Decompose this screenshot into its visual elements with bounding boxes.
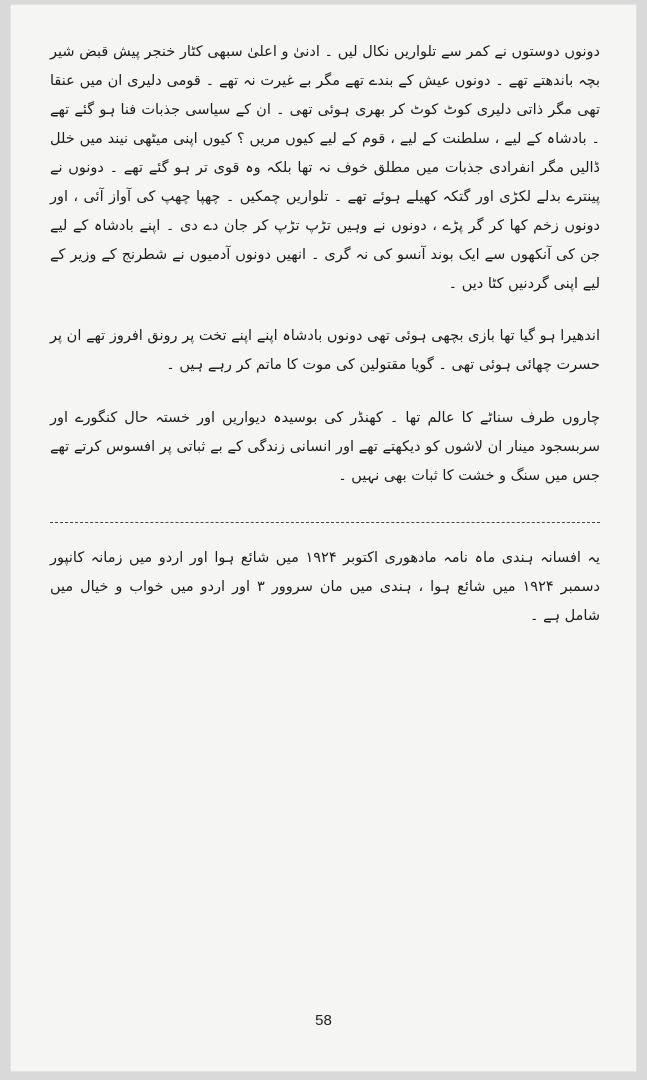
paragraph-ruins: چاروں طرف سناٹے کا عالم تھا ۔ کھنڈر کی بوسیدہ دیواریں اور خستہ حال کنگورے اور سربسجود مینار ان لاشوں کو دیکھتے تھے اور انسانی زندگی کے بے ثباتی پر افسوس کرتے تھے جس میں سنگ و خشت کا ثبات بھی نہیں ۔ [50, 410, 600, 484]
book-page [10, 4, 637, 1072]
page-number: 58 [315, 1012, 332, 1029]
paragraph-darkness: اندھیرا ہو گیا تھا بازی بچھی ہوئی تھی دونوں بادشاہ اپنے اپنے تخت پر رونق افروز تھے ان پر حسرت چھائی ہوئی تھی ۔ گویا مقتولین کی موت کا ماتم کر رہے ہیں ۔ [50, 328, 600, 373]
footnote-divider [50, 522, 600, 523]
footnote: یہ افسانہ ہندی ماہ نامہ مادھوری اکتوبر ۱۹۲۴ میں شائع ہوا اور اردو میں زمانہ کانپور دسمبر ۱۹۲۴ میں شائع ہوا ، ہندی میں مان سروور ۳ اور اردو میں خواب و خیال میں شامل ہے ۔ [50, 550, 600, 624]
paragraph-duel: دونوں دوستوں نے کمر سے تلواریں نکال لیں ۔ ادنیٰ و اعلیٰ سبھی کٹار خنجر پیش قبض شیر بچہ باندھتے تھے ۔ دونوں عیش کے بندے تھے مگر بے غیرت نہ تھے ۔ قومی دلیری ان میں عنقا تھی مگر ذاتی دلیری کوٹ کوٹ کر بھری ہوئی تھی ۔ ان کے سیاسی جذبات فنا ہو گئے تھے ۔ بادشاہ کے لیے ، سلطنت کے لیے ، قوم کے لیے کیوں مریں ؟ کیوں اپنی میٹھی نیند میں خلل ڈالیں مگر انفرادی جذبات میں مطلق خوف نہ تھا بلکہ وہ قوی تر ہو گئے تھے ۔ دونوں نے پینترے بدلے لکڑی اور گتکہ کھیلے ہوئے تھے ۔ تلواریں چمکیں ۔ چھپا چھپ کی آواز آئی ، اور دونوں زخم کھا کر گر پڑے ، دونوں نے وہیں تڑپ تڑپ کر جان دے دی ۔ اپنے بادشاہ کے لیے جن کی آنکھوں سے ایک بوند آنسو کی نہ گری ۔ انھیں دونوں آدمیوں نے شطرنج کے وزیر کے لیے اپنی گردنیں کٹا دیں ۔ [50, 44, 600, 292]
